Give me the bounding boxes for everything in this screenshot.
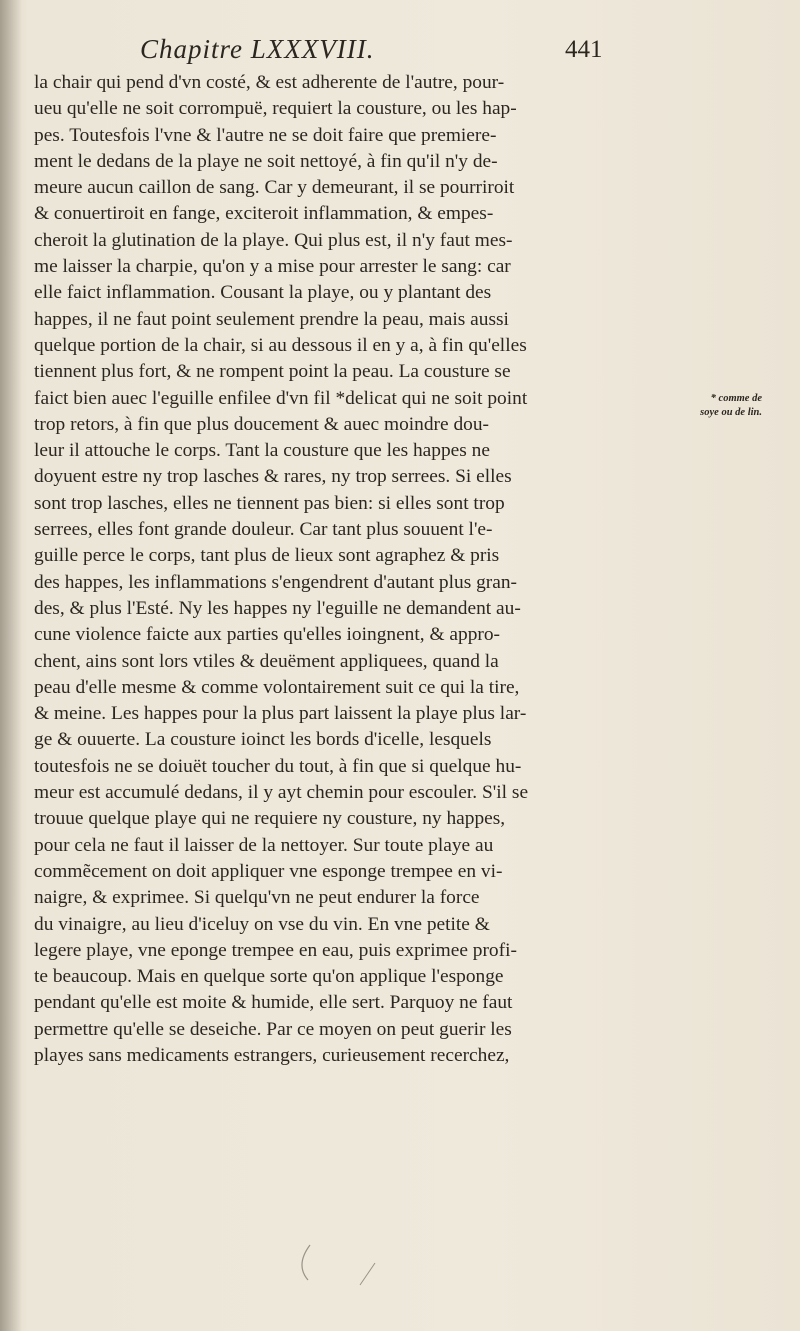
text-line: playes sans medicaments estrangers, curieusement recerchez, bbox=[34, 1044, 510, 1066]
text-line: permettre qu'elle se deseiche. Par ce moyen on peut guerir les bbox=[34, 1018, 512, 1040]
text-line: ge & ouuerte. La cousture ioinct les bords d'icelle, lesquels bbox=[34, 729, 492, 751]
page-number: 441 bbox=[565, 36, 603, 63]
text-line: quelque portion de la chair, si au dessous il en y a, à fin qu'elles bbox=[34, 334, 527, 356]
text-line: cheroit la glutination de la playe. Qui plus est, il n'y faut mes- bbox=[34, 229, 513, 251]
body-text bbox=[34, 70, 634, 1069]
text-line: pendant qu'elle est moite & humide, elle sert. Parquoy ne faut bbox=[34, 992, 513, 1014]
text-line: & meine. Les happes pour la plus part laissent la playe plus lar- bbox=[34, 703, 527, 725]
text-line: serrees, elles font grande douleur. Car tant plus souuent l'e- bbox=[34, 519, 493, 541]
text-line: happes, il ne faut point seulement prendre la peau, mais aussi bbox=[34, 308, 509, 330]
pencil-mark-icon bbox=[290, 1235, 410, 1295]
margin-note bbox=[642, 392, 762, 420]
text-line: legere playe, vne eponge trempee en eau, puis exprimee profi- bbox=[34, 939, 517, 961]
text-line: tiennent plus fort, & ne rompent point la peau. La cousture se bbox=[34, 361, 511, 383]
text-line: la chair qui pend d'vn costé, & est adherente de l'autre, pour- bbox=[34, 72, 505, 93]
text-line: sont trop lasches, elles ne tiennent pas bien: si elles sont trop bbox=[34, 492, 505, 514]
text-line: des, & plus l'Esté. Ny les happes ny l'eguille ne demandent au- bbox=[34, 597, 521, 619]
running-title: Chapitre LXXXVIII. bbox=[140, 34, 375, 64]
text-line: chent, ains sont lors vtiles & deuëment appliquees, quand la bbox=[34, 650, 499, 672]
text-line: du vinaigre, au lieu d'iceluy on vse du vin. En vne petite & bbox=[34, 913, 490, 935]
text-line: te beaucoup. Mais en quelque sorte qu'on applique l'esponge bbox=[34, 966, 504, 988]
text-line: commẽcement on doit appliquer vne esponge trempee en vi- bbox=[34, 860, 503, 882]
text-line: pour cela ne faut il laisser de la nettoyer. Sur toute playe au bbox=[34, 834, 494, 856]
text-line: meur est accumulé dedans, il y ayt chemin pour escouler. S'il se bbox=[34, 782, 529, 804]
text-line: ueu qu'elle ne soit corrompuë, requiert la cousture, ou les hap- bbox=[34, 98, 517, 120]
margin-note-line: * comme de bbox=[710, 393, 762, 404]
text-line: trop retors, à fin que plus doucement & auec moindre dou- bbox=[34, 413, 490, 435]
text-line: faict bien auec l'eguille enfilee d'vn fil *delicat qui ne soit point bbox=[34, 387, 528, 409]
text-line: naigre, & exprimee. Si quelqu'vn ne peut endurer la force bbox=[34, 887, 480, 909]
text-line: trouue quelque playe qui ne requiere ny cousture, ny happes, bbox=[34, 808, 506, 830]
text-line: toutesfois ne se doiuët toucher du tout, à fin que si quelque hu- bbox=[34, 755, 522, 777]
text-line: des happes, les inflammations s'engendrent d'autant plus gran- bbox=[34, 571, 518, 593]
margin-note-line: soye ou de lin. bbox=[700, 407, 762, 418]
text-line: peau d'elle mesme & comme volontairement suit ce qui la tire, bbox=[34, 676, 520, 698]
text-line: & conuertiroit en fange, exciteroit inflammation, & empes- bbox=[34, 203, 494, 225]
text-line: doyuent estre ny trop lasches & rares, ny trop serrees. Si elles bbox=[34, 466, 512, 488]
text-line: cune violence faicte aux parties qu'elles ioingnent, & appro- bbox=[34, 624, 501, 646]
text-line: elle faict inflammation. Cousant la playe, ou y plantant des bbox=[34, 282, 492, 304]
text-line: meure aucun caillon de sang. Car y demeurant, il se pourriroit bbox=[34, 177, 515, 199]
text-line: ment le dedans de la playe ne soit nettoyé, à fin qu'il n'y de- bbox=[34, 150, 498, 172]
page-header bbox=[0, 34, 800, 74]
text-line: leur il attouche le corps. Tant la cousture que les happes ne bbox=[34, 440, 490, 462]
text-line: me laisser la charpie, qu'on y a mise pour arrester le sang: car bbox=[34, 256, 511, 278]
binding-gutter-shadow bbox=[0, 0, 22, 1331]
text-line: pes. Toutesfois l'vne & l'autre ne se doit faire que premiere- bbox=[34, 124, 497, 146]
text-line: guille perce le corps, tant plus de lieux sont agraphez & pris bbox=[34, 545, 500, 567]
